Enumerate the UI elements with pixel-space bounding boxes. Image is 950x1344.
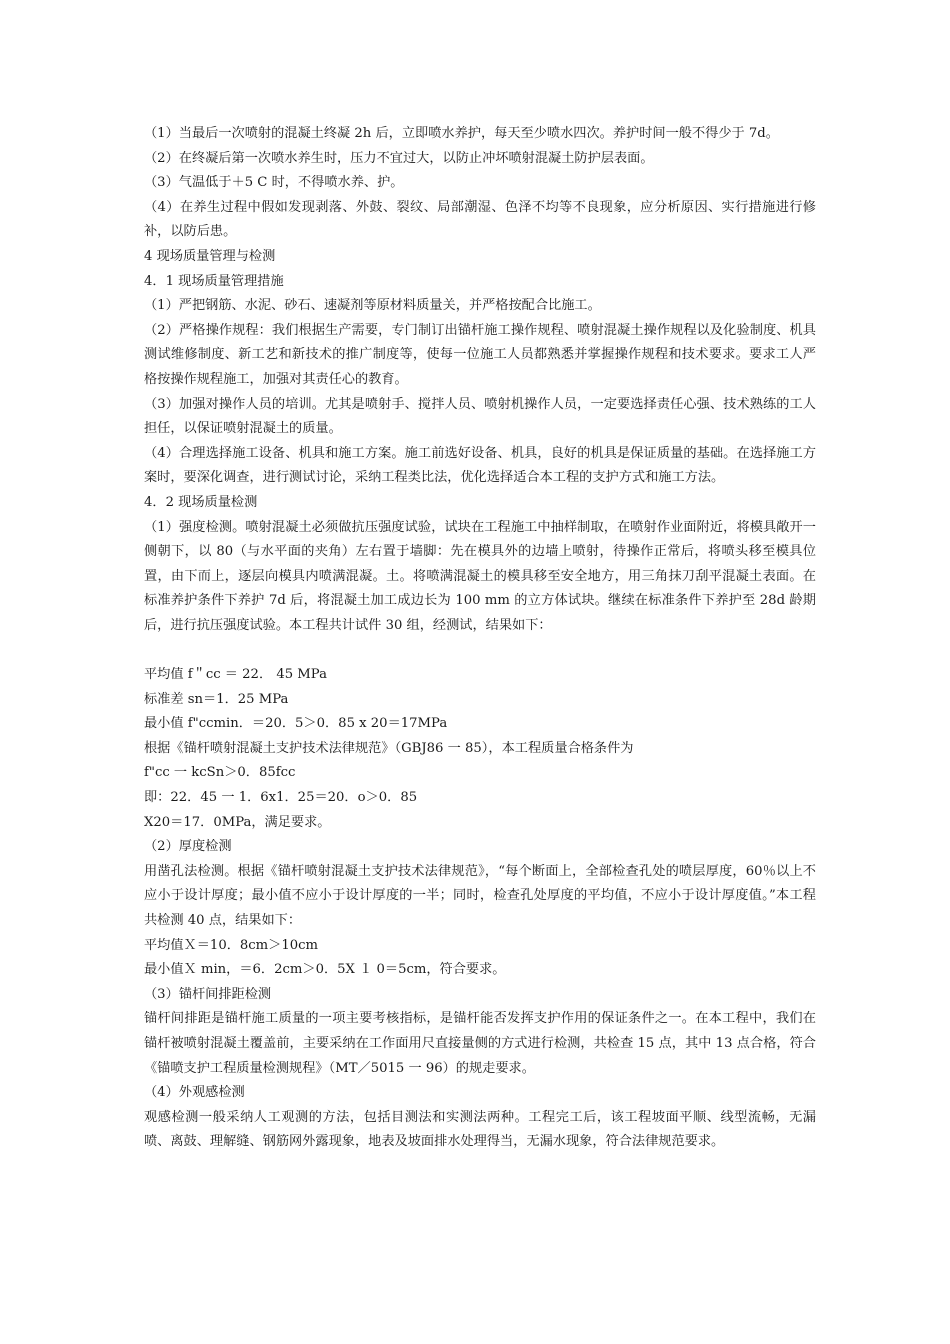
- formula-line: 标准差 sn＝1．25 MPa: [144, 691, 289, 707]
- paragraph: （2）严格操作规程：我们根据生产需要，专门制订出锚杆施工操作规程、喷射混凝土操作规程以及化验制度、机具测试维修制度、新工艺和新技术的推广制度等，使每一位施工人员都熟悉并掌握操作规程和技术要求。要求工人严格按操作规程施工，加强对其责任心的教育。: [144, 322, 816, 387]
- subsection-heading: 4．1 现场质量管理措施: [144, 273, 284, 289]
- document-body: [144, 122, 816, 1155]
- formula-line: X20＝17．0MPa，满足要求。: [144, 814, 331, 830]
- section-heading: 4 现场质量管理与检测: [144, 248, 276, 264]
- paragraph: 根据《锚杆喷射混凝土支护技术法律规范》（GBJ86 一 85），本工程质量合格条件为: [144, 740, 634, 756]
- formula-line: 平均值Ｘ＝10．8cm＞10cm: [144, 937, 319, 953]
- formula-line: 即：22．45 一 1．6x1．25＝20．o＞0．85: [144, 790, 418, 806]
- paragraph: （3）气温低于＋5 C 时，不得喷水养、护。: [144, 175, 404, 191]
- paragraph: 用凿孔法检测。根据《锚杆喷射混凝土支护技术法律规范》，“每个断面上，全部检查孔处的喷层厚度，60％以上不应小于设计厚度；最小值不应小于设计厚度的一半；同时，检查孔处厚度的平均值，不应小于设计厚度值。”本工程共检测 40 点，结果如下：: [144, 863, 816, 928]
- paragraph: （2）在终凝后第一次喷水养生时，压力不宜过大，以防止冲坏喷射混凝土防护层表面。: [144, 150, 654, 166]
- formula-line: f"cc 一 kcSn＞0．85fcc: [144, 765, 296, 781]
- blank-line: [144, 638, 816, 663]
- paragraph: 锚杆间排距是锚杆施工质量的一项主要考核指标，是锚杆能否发挥支护作用的保证条件之一。在本工程中，我们在锚杆被喷射混凝土覆盖前，主要采纳在工作面用尺直接量侧的方式进行检测，共检查 15 点，其中 13 点合格，符合《锚喷支护工程质量检测规程》（MT／5015 一 96）的规走要求。: [144, 1011, 816, 1076]
- paragraph: （1）严把钢筋、水泥、砂石、速凝剂等原材料质量关，并严格按配合比施工。: [144, 298, 601, 314]
- paragraph: （1）强度检测。喷射混凝土必须做抗压强度试验，试块在工程施工中抽样制取，在喷射作业面附近，将模具敞开一侧朝下，以 80（与水平面的夹角）左右置于墙脚：先在模具外的边墙上喷射，待操作正常后，将喷头移至模具位置，由下而上，逐层向模具内喷满混凝。土。将喷满混凝土的模具移至安全地方，用三角抹刀刮平混凝土表面。在标准养护条件下养护 7d 后，将混凝土加工成边长为 100 mm 的立方体试块。继续在标准条件下养护至 28d 龄期后，进行抗压强度试验。本工程共计试件 30 组，经测试，结果如下：: [144, 519, 816, 633]
- item-heading: （2）厚度检测: [144, 839, 232, 855]
- formula-line: 最小值 f"ccmin．＝20．5＞0．85 x 20＝17MPa: [144, 716, 448, 732]
- paragraph: （4）在养生过程中假如发现剥落、外鼓、裂纹、局部潮湿、色泽不均等不良现象，应分析原因、实行措施进行修补，以防后患。: [144, 199, 816, 240]
- item-heading: （4）外观感检测: [144, 1085, 245, 1101]
- formula-line: 最小值Ｘ min，＝6．2cm＞0．5X １ 0＝5cm，符合要求。: [144, 962, 506, 978]
- subsection-heading: 4．2 现场质量检测: [144, 494, 258, 510]
- paragraph: （3）加强对操作人员的培训。尤其是喷射手、搅拌人员、喷射机操作人员，一定要选择责任心强、技术熟练的工人担任，以保证喷射混凝土的质量。: [144, 396, 816, 437]
- formula-line: 平均值 f＂cc ＝ 22． 45 MPa: [144, 667, 327, 683]
- paragraph: （1）当最后一次喷射的混凝土终凝 2h 后，立即喷水养护，每天至少喷水四次。养护时间一般不得少于 7d。: [144, 126, 779, 141]
- item-heading: （3）锚杆间排距检测: [144, 986, 272, 1002]
- paragraph: 观感检测一般采纳人工观测的方法，包括目测法和实测法两种。工程完工后，该工程坡面平顺、线型流畅，无漏喷、离鼓、理解缝、钢筋网外露现象，地表及坡面排水处理得当，无漏水现象，符合法律规范要求。: [144, 1109, 816, 1150]
- paragraph: （4）合理选择施工设备、机具和施工方案。施工前选好设备、机具，良好的机具是保证质量的基础。在选择施工方案时，要深化调查，进行测试讨论，采纳工程类比法，优化选择适合本工程的支护方式和施工方法。: [144, 445, 816, 486]
